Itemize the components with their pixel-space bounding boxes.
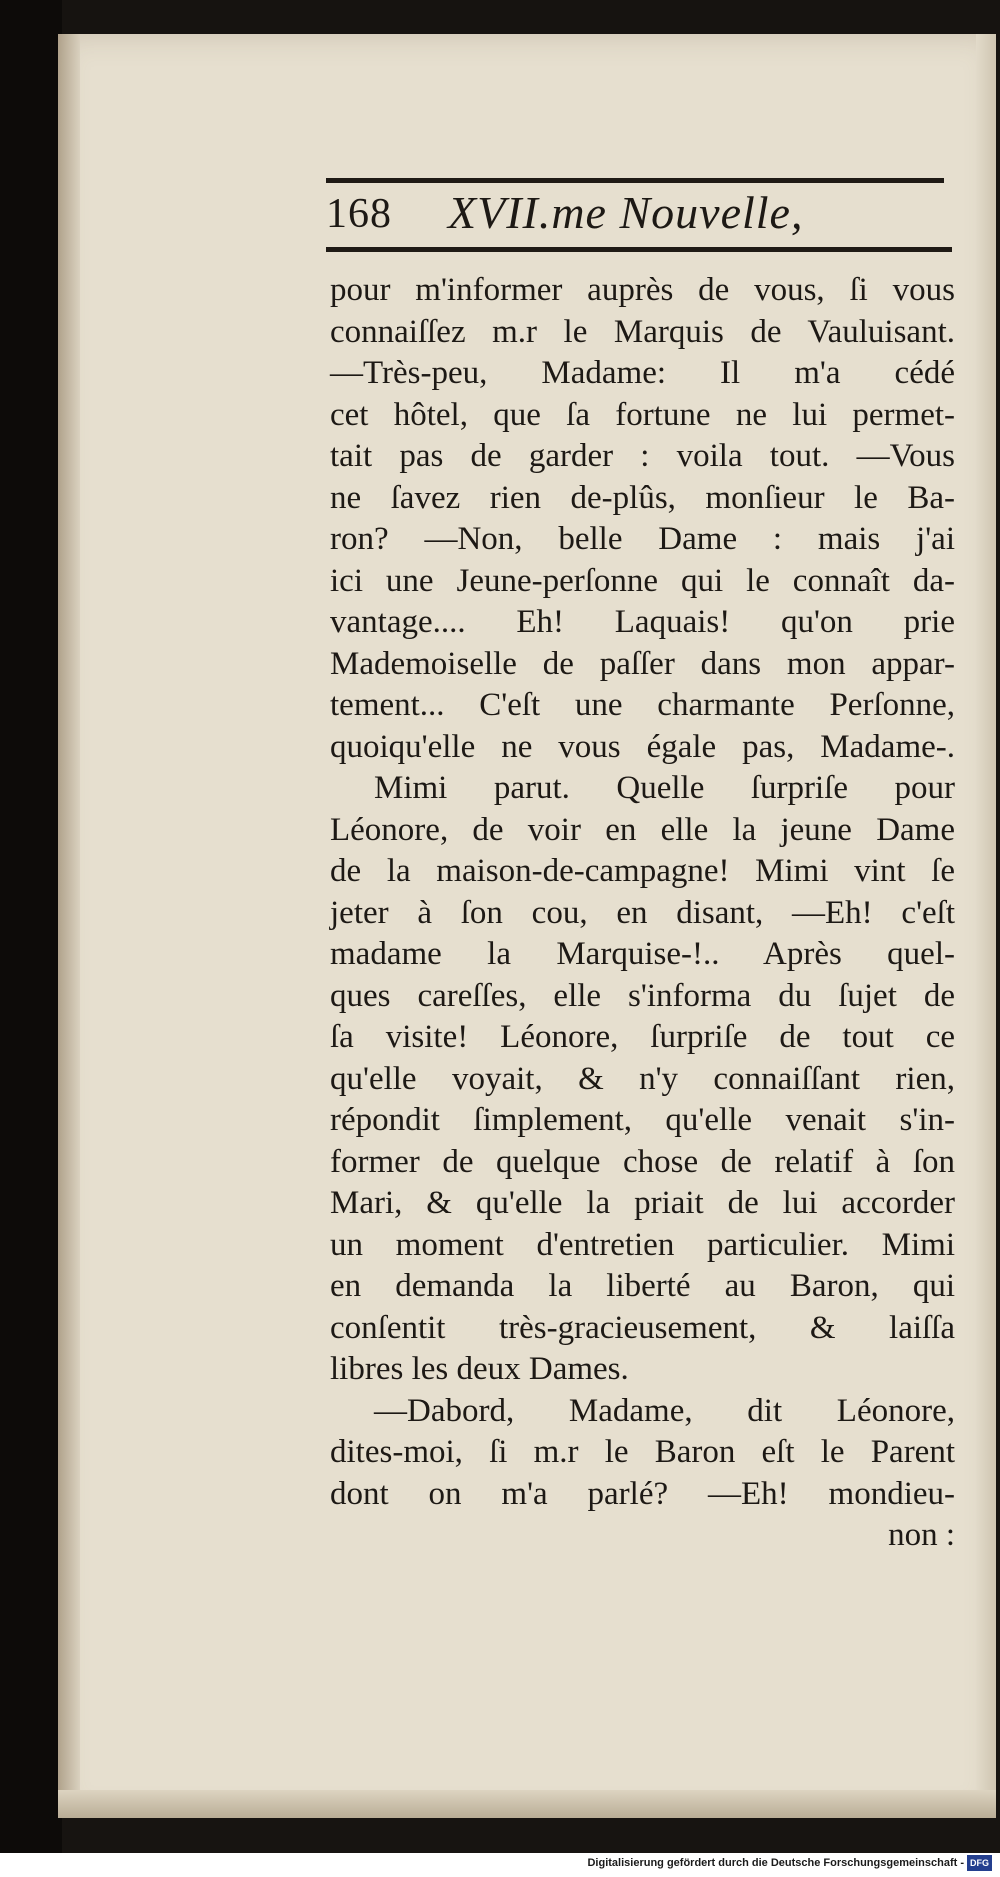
catchword: non : <box>888 1517 955 1553</box>
body-text <box>330 270 955 1557</box>
text-line: pour m'informer auprès de vous, ſi vous <box>330 272 955 308</box>
text-line: ron? —Non, belle Dame : mais j'ai <box>330 521 955 557</box>
text-line: Mademoiselle de paſſer dans mon appar- <box>330 645 955 682</box>
text-line: qu'elle voyait, & n'y connaiſſant rien, <box>330 1060 955 1097</box>
page-right-edge <box>976 34 996 1818</box>
text-line: ne ſavez rien de-plûs, monſieur le Ba- <box>330 479 955 516</box>
text-line: libres les deux Dames. <box>330 1351 629 1387</box>
text-line: en demanda la liberté au Baron, qui <box>330 1268 955 1304</box>
text-line: Mari, & qu'elle la priait de lui accorder <box>330 1185 955 1221</box>
text-line: former de quelque chose de relatif à ſon <box>330 1143 955 1180</box>
text-line: cet hôtel, que ſa fortune ne lui permet- <box>330 396 955 433</box>
text-line: Léonore, de voir en elle la jeune Dame <box>330 811 955 848</box>
page-bottom-edge <box>58 1790 996 1818</box>
text-line: —Dabord, Madame, dit Léonore, <box>374 1392 955 1429</box>
text-line: conſentit très-gracieusement, & laiſſa <box>330 1309 955 1346</box>
header-rule-bottom <box>326 247 952 252</box>
text-line: de la maison-de-campagne! Mimi vint ſe <box>330 853 955 889</box>
scan-top-border <box>0 0 1000 38</box>
running-title: XVII.me Nouvelle, <box>448 187 804 238</box>
funding-credit: Digitalisierung gefördert durch die Deutsche Forschungsgemeinschaft - <box>587 1857 964 1869</box>
header-rule-top <box>326 178 944 183</box>
text-line: ſa visite! Léonore, ſurpriſe de tout ce <box>330 1019 955 1055</box>
text-line: quoiqu'elle ne vous égale pas, Madame-. <box>330 728 955 765</box>
page-header <box>326 186 966 242</box>
text-line: tement... C'eſt une charmante Perſonne, <box>330 687 955 723</box>
text-line: répondit ſimplement, qu'elle venait s'in- <box>330 1102 955 1138</box>
page-gutter-shadow <box>58 34 80 1818</box>
page-number: 168 <box>326 191 392 237</box>
text-line: ques careſſes, elle s'informa du ſujet de <box>330 977 955 1014</box>
text-line: ici une Jeune-perſonne qui le connaît da- <box>330 562 955 599</box>
text-line: connaiſſez m.r le Marquis de Vauluisant. <box>330 313 955 350</box>
text-line: Mimi parut. Quelle ſurpriſe pour <box>374 770 955 806</box>
text-line: jeter à ſon cou, en disant, —Eh! c'eſt <box>330 894 955 931</box>
text-line: madame la Marquise-!.. Après quel- <box>330 936 955 972</box>
text-line: tait pas de garder : voila tout. —Vous <box>330 438 955 474</box>
text-line: dont on m'a parlé? —Eh! mondieu- <box>330 1475 955 1512</box>
text-line: un moment d'entretien particulier. Mimi <box>330 1226 955 1263</box>
text-line: vantage.... Eh! Laquais! qu'on prie <box>330 604 955 640</box>
text-line: dites-moi, ſi m.r le Baron eſt le Parent <box>330 1434 955 1470</box>
dfg-logo: DFG <box>967 1855 992 1871</box>
text-line: —Très-peu, Madame: Il m'a cédé <box>330 355 955 391</box>
scan-left-border <box>0 0 62 1877</box>
